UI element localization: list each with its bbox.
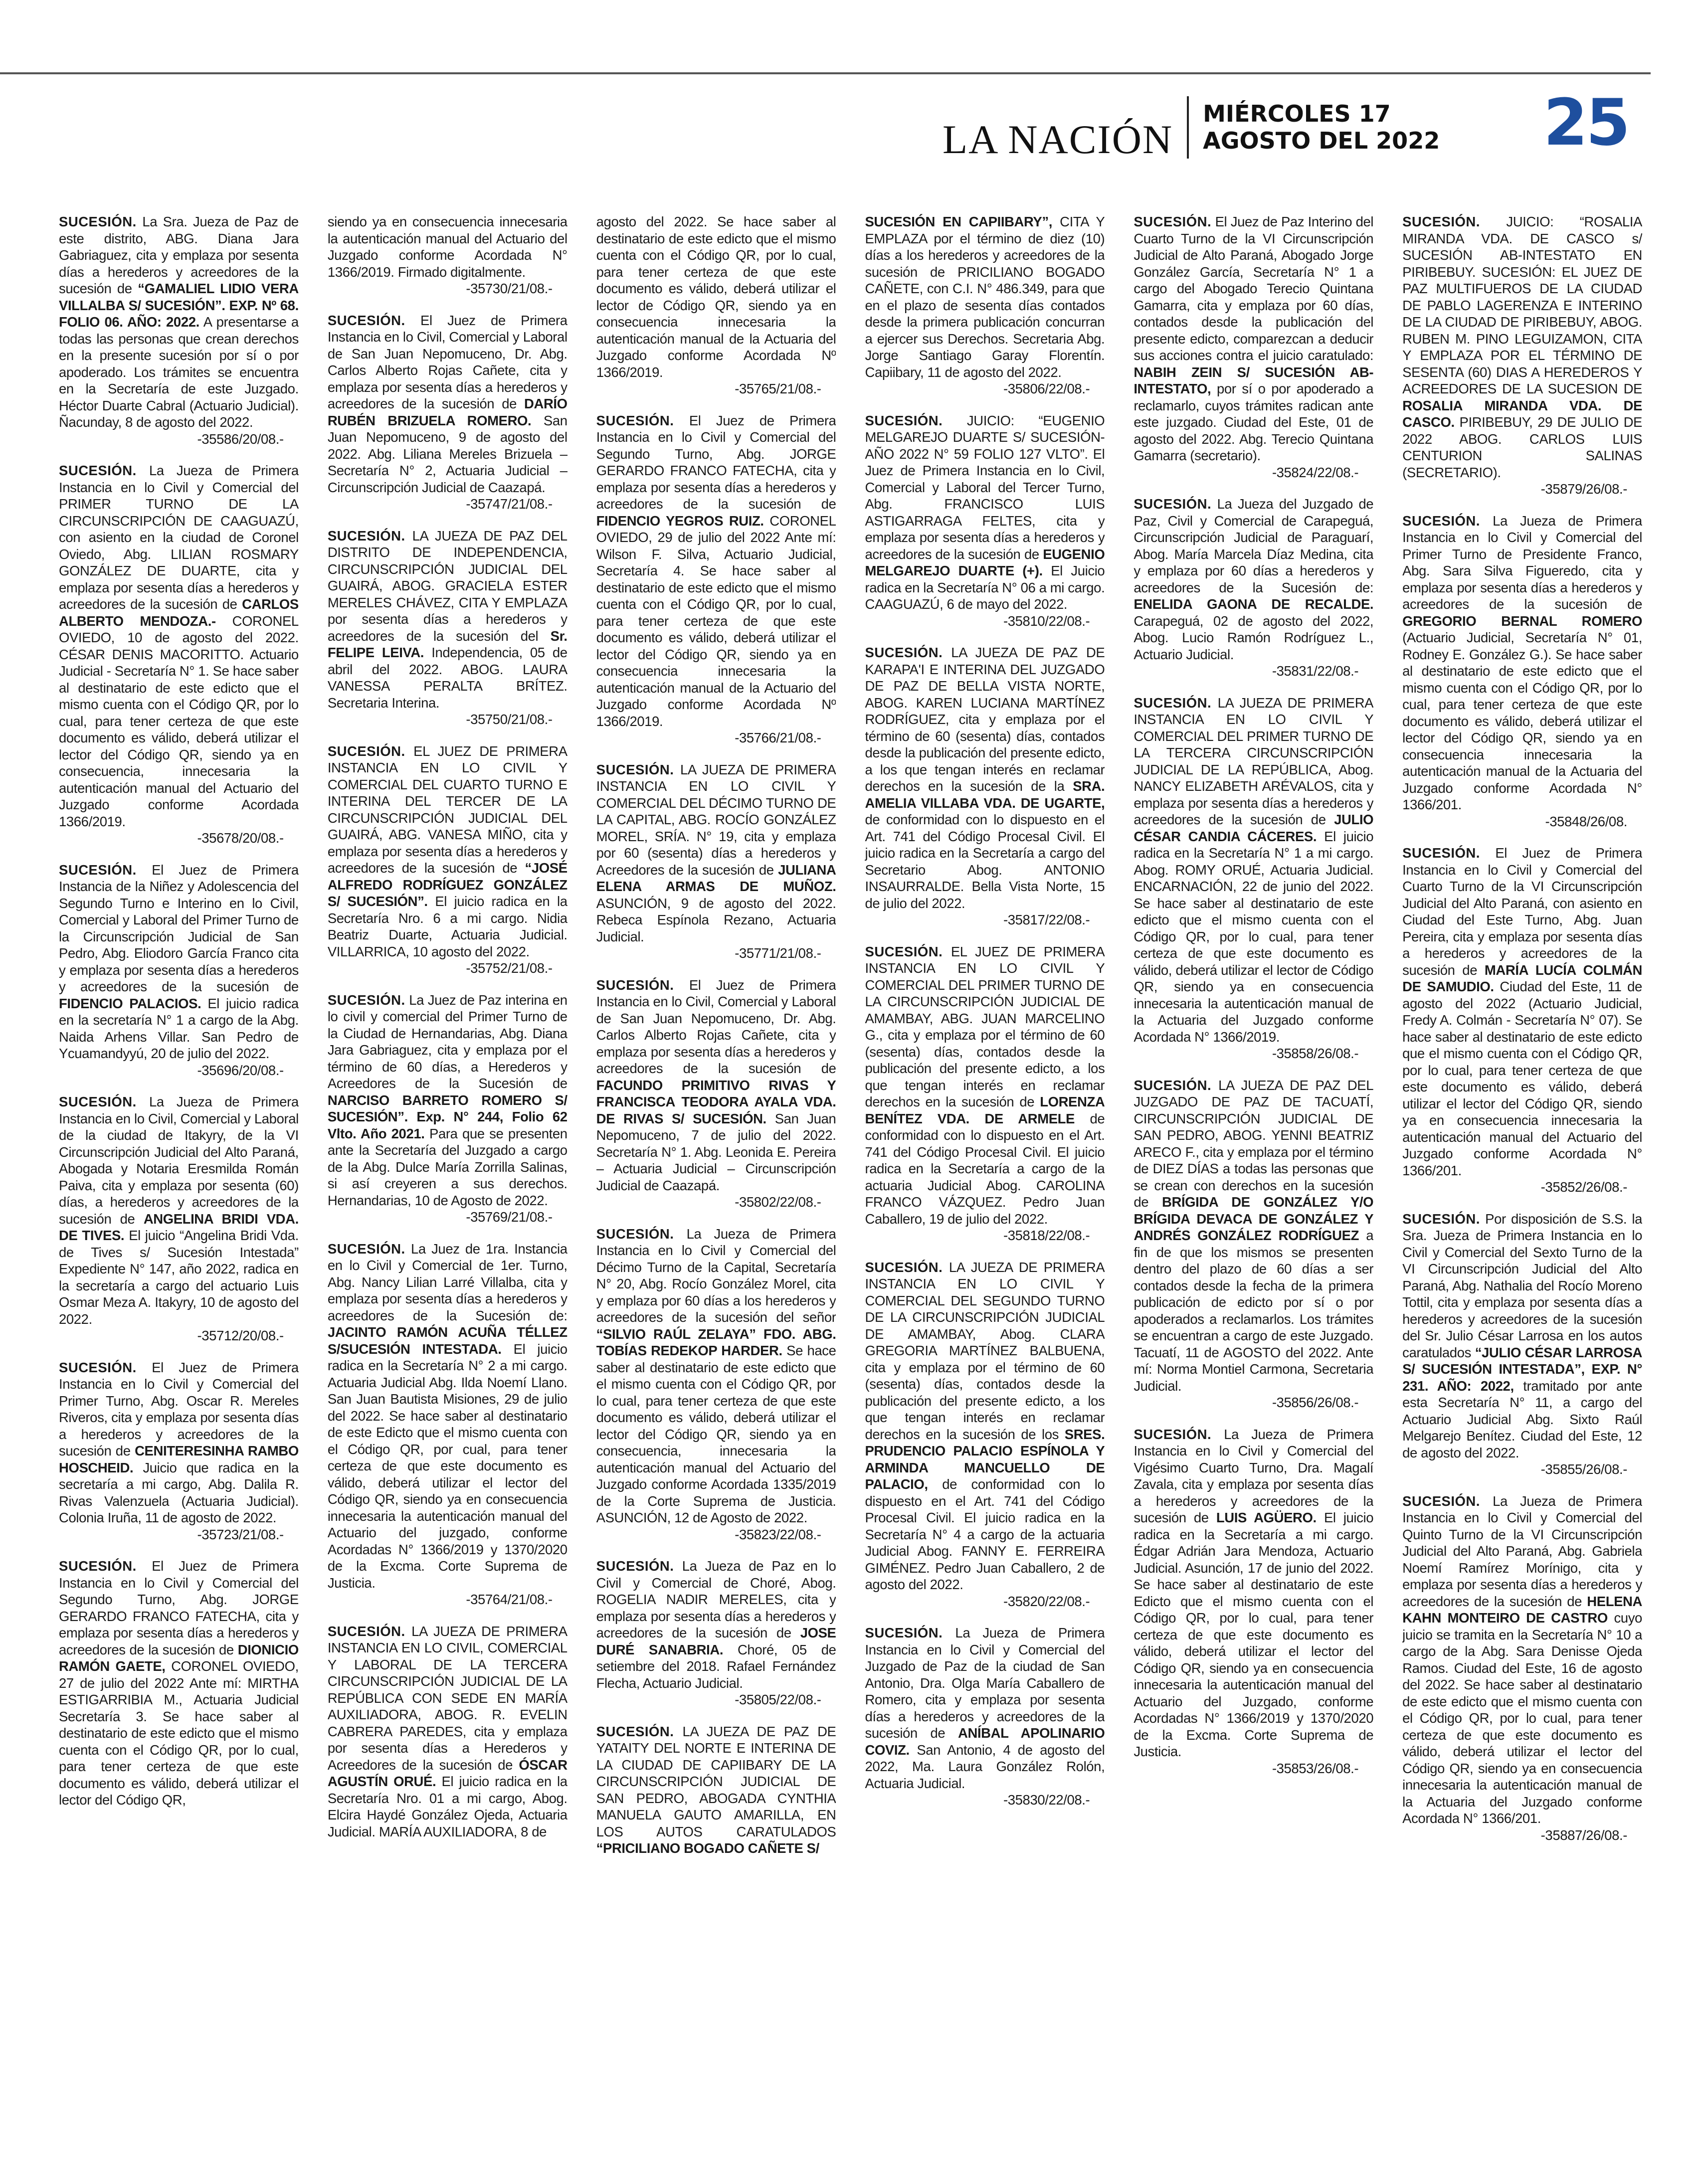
notice-column-4 bbox=[865, 213, 1105, 2163]
notice-text: San Antonio, 4 de agosto del 2022, Ma. Laura González Rolón, Actuaria Judicial. bbox=[865, 1742, 1105, 1791]
notice-label: SUCESIÓN. bbox=[865, 1259, 943, 1275]
legal-notice bbox=[1402, 1493, 1642, 1844]
newspaper-name: LA NACIÓN bbox=[943, 117, 1173, 162]
notice-text: A presentarse a todas las personas que crean derechos en la presente sucesión por sí o por apoderado. Los trámites se encuentra en la Secretaría de este Juzgado. Héctor Duarte Cabral (Actuario Judicial). Ñacunday, 8 de agosto del 2022. bbox=[59, 314, 299, 430]
notice-text: LA JUEZA DE PAZ DEL DISTRITO DE INDEPENDENCIA, CIRCUNSCRIPCIÓN JUDICIAL DEL GUAIRÁ, ABOG. GRACIELA ESTER MERELES CHÁVEZ, CITA Y EMPLAZA por sesenta días a herederos y acreedores de la sucesión del bbox=[327, 528, 568, 644]
notice-code: -35856/26/08.- bbox=[1272, 1395, 1359, 1410]
notice-label: SUCESIÓN. bbox=[1402, 1493, 1480, 1509]
deceased-name: “SILVIO RAÚL ZELAYA” FDO. ABG. TOBÍAS REDEKOP HARDER. bbox=[596, 1326, 836, 1358]
notice-code: -35810/22/08.- bbox=[1003, 613, 1090, 629]
notice-text: de conformidad con lo dispuesto en el Art. 741 del Código Procesal Civil. El juicio radica en la Secretaría a cargo del Secretario Abog. ANTONIO INSAURRALDE. Bella Vista Norte, 15 de julio del 2022. bbox=[865, 812, 1105, 911]
legal-notice bbox=[596, 1226, 836, 1543]
legal-notice bbox=[328, 213, 568, 297]
notice-code: -35823/22/08.- bbox=[735, 1526, 821, 1542]
notice-label: SUCESIÓN. bbox=[327, 992, 405, 1008]
notice-code: -35806/22/08.- bbox=[1003, 381, 1090, 396]
notice-code: -35853/26/08.- bbox=[1272, 1760, 1359, 1776]
notice-text: de conformidad con lo dispuesto en el Art. 741 del Código Procesal Civil. El juicio radica en la Secretaría N° 4 a cargo de la actuaria Judicial Abog. FANNY E. FERREIRA GIMÉNEZ. Pedro Juan Caballero, 2 de agosto del 2022. bbox=[865, 1476, 1105, 1592]
notice-text: LA JUEZA DE PAZ DE YATAITY DEL NORTE E INTERINA DE LA CIUDAD DE CAPIIBARY DE LA CIRCUNSCRIPCIÓN JUDICIAL DE SAN PEDRO, ABOGADA CYNTHIA MANUELA GAUTO AMARILLA, EN LOS AUTOS CARATULADOS bbox=[596, 1723, 836, 1839]
notice-code: -35769/21/08.- bbox=[466, 1209, 553, 1225]
notice-code: -35830/22/08.- bbox=[1003, 1792, 1090, 1808]
deceased-name: “JULIO CÉSAR LARROSA S/ SUCESIÓN INTESTADA”, EXP. N° 231. AÑO: 2022, bbox=[1402, 1344, 1642, 1394]
notice-code: -35848/26/08. bbox=[1545, 813, 1627, 829]
notice-text: La Jueza de Primera Instancia en lo Civil y Comercial del Décimo Turno de la Capital, Secretaría N° 20, Abg. Rocío González Morel, cita y emplaza por 60 días a los herederos y acreedores de la sucesión del señor bbox=[596, 1226, 836, 1325]
notice-label: SUCESIÓN. bbox=[1134, 496, 1212, 512]
issue-day: MIÉRCOLES 17 bbox=[1203, 100, 1391, 127]
legal-notice bbox=[865, 644, 1105, 928]
legal-notice bbox=[865, 1259, 1105, 1610]
notice-column-3 bbox=[596, 213, 836, 2163]
notice-label: SUCESIÓN. bbox=[865, 943, 943, 959]
notice-text: La Jueza de Primera Instancia en lo Civil y Comercial del PRIMER TURNO DE LA CIRCUNSCRIPCIÓN DE CAAGUAZÚ, con asiento en la ciudad de Coronel Oviedo, Abg. LILIAN ROSMARY GONZÁLEZ DE DUARTE, cita y emplaza por sesenta días a herederos y acreedores de la sucesión de bbox=[59, 463, 299, 612]
notice-text: Se hace saber al destinatario de este edicto que el mismo cuenta con el Código QR, por lo cual, para tener certeza de que este documento es válido, deberá utilizar el lector del Código QR, siendo ya en consecuencia, innecesaria la autenticación manual del Actuario del Juzgado conforme Acordada 1335/2019 de la Corte Suprema de Justicia. ASUNCIÓN, 12 de Agosto de 2022. bbox=[596, 1343, 836, 1525]
deceased-name: FIDENCIO YEGROS RUIZ. bbox=[596, 513, 764, 529]
notice-text: El Juicio radica en la Secretaría N° 06 a mi cargo. CAAGUAZÚ, 6 de mayo del 2022. bbox=[865, 563, 1105, 612]
notice-label: SUCESIÓN. bbox=[327, 743, 405, 759]
notice-label: SUCESIÓN. bbox=[59, 214, 137, 229]
legal-notice bbox=[1134, 1077, 1373, 1411]
notice-text: LA JUEZA DE PRIMERA INSTANCIA EN LO CIVIL Y COMERCIAL DEL DÉCIMO TURNO DE LA CAPITAL, ABG. ROCÍO GONZÁLEZ MOREL, SRÍA. N° 19, cita y emplaza por 60 (sesenta) días a herederos y Acreedores de la sucesión de bbox=[596, 761, 836, 878]
notice-code: -35750/21/08.- bbox=[466, 712, 553, 727]
notice-text: La Juez de 1ra. Instancia en lo Civil y Comercial de 1er. Turno, Abg. Nancy Lilian Larré Villalba, cita y emplaza por sesenta días a herederos y acreedores de la Sucesión de: bbox=[327, 1241, 568, 1323]
notice-text: (Actuario Judicial, Secretaría N° 01, Rodney E. González G.). Se hace saber al destinatario de este edicto que el mismo cuenta con el Código QR, por lo cual, para tener certeza de que este documento es válido, deberá utilizar el lector del Código QR, siendo ya en consecuencia innecesaria la autenticación manual de la Actuaria del Juzgado conforme Acordada N° 1366/201. bbox=[1402, 630, 1642, 812]
notice-column-5 bbox=[1134, 213, 1373, 2163]
notice-text: LA JUEZA DE PRIMERA INSTANCIA EN LO CIVIL Y COMERCIAL DEL PRIMER TURNO DE LA TERCERA CIRCUNSCRIPCIÓN JUDICIAL DE LA REPÚBLICA, Abog. NANCY ELIZABETH ARÉVALOS, cita y emplaza por sesenta días a herederos y acreedores de la sucesión de bbox=[1134, 695, 1374, 827]
notice-label: SUCESIÓN. bbox=[1402, 214, 1480, 229]
notice-code: -35696/20/08.- bbox=[197, 1062, 284, 1078]
deceased-name: ENELIDA GAONA DE RECALDE. bbox=[1134, 596, 1374, 612]
deceased-name: DARÍO RUBÉN BRIZUELA ROMERO. bbox=[327, 396, 568, 428]
notice-code: -35723/21/08.- bbox=[197, 1526, 284, 1542]
notice-label: SUCESIÓN. bbox=[596, 1723, 674, 1739]
notice-code: -35586/20/08.- bbox=[197, 431, 284, 447]
notice-text: El Juez de Primera Instancia en lo Civil y Comercial del Segundo Turno, Abg. JORGE GERARDO FRANCO FATECHA, cita y emplaza por sesenta días a herederos y acreedores de la sucesión de bbox=[59, 1558, 299, 1657]
notice-text: La Juez de Paz interina en lo civil y comercial del Primer Turno de la Ciudad de Hernandarias, Abg. Diana Jara Gabriaguez, cita y emplaza por el término de 60 días, a Herederos y Acreedores de la Sucesión de bbox=[327, 992, 568, 1091]
legal-notice bbox=[1402, 1211, 1642, 1478]
notice-code: -35766/21/08.- bbox=[735, 730, 821, 745]
notice-code: -35887/26/08.- bbox=[1540, 1827, 1627, 1843]
notice-text: CORONEL OVIEDO, 27 de julio del 2022 Ante mí: MIRTHA ESTIGARRIBIA M., Actuaria Judicial Secretaría 3. Se hace saber al destinatario de este edicto que el mismo cuenta con el Código QR, por lo cual, para tener certeza de que este documento es válido, deberá utilizar el lector del Código QR, bbox=[59, 1658, 299, 1808]
notice-code: -35802/22/08.- bbox=[735, 1194, 821, 1210]
legal-notice bbox=[596, 213, 836, 397]
notice-text: El Juez de Primera Instancia en lo Civil, Comercial y Laboral de San Juan Nepomuceno, Dr. Abg. Carlos Alberto Rojas Cañete, cita y emplaza por sesenta días a herederos y acreedores de la sucesión de bbox=[327, 312, 568, 411]
notice-text: San Juan Nepomuceno, 7 de julio del 2022. Secretaría N° 1. Abg. Leonida E. Pereira – Actuaria Judicial – Circunscripción Judicial de Caazapá. bbox=[596, 1110, 836, 1193]
notice-code: -35879/26/08.- bbox=[1540, 481, 1627, 497]
notice-code: -35712/20/08.- bbox=[197, 1328, 284, 1343]
deceased-name: JOSE DURÉ SANABRIA. bbox=[596, 1625, 836, 1657]
notice-label: SUCESIÓN. bbox=[1402, 1211, 1480, 1227]
notice-code: -35730/21/08.- bbox=[466, 281, 553, 296]
legal-notice bbox=[328, 1623, 568, 1840]
deceased-name: ROSALIA MIRANDA VDA. DE CASCO. bbox=[1402, 397, 1642, 430]
legal-notice bbox=[328, 992, 568, 1226]
notice-text: ASUNCIÓN, 9 de agosto del 2022. Rebeca Espínola Rezano, Actuaria Judicial. bbox=[596, 895, 836, 944]
notice-text: Ciudad del Este, 11 de agosto del 2022 (Actuario Judicial, Fredy A. Colmán - Secretaría N° 07). Se hace saber al destinatario de este edicto que el mismo cuenta con el Código QR, por lo cual, para tener certeza de que este documento es válido, deberá utilizar el lector del Código QR, siendo ya en consecuencia innecesaria la autenticación manual del Actuario del Juzgado conforme Acordada N° 1366/201. bbox=[1402, 979, 1642, 1178]
legal-notice bbox=[596, 1558, 836, 1708]
legal-notice bbox=[596, 412, 836, 746]
deceased-name: NABIH ZEIN S/ SUCESIÓN AB-INTESTATO, bbox=[1134, 364, 1374, 396]
notice-text: CITA Y EMPLAZA por el término de diez (10) días a los herederos y acreedores de la sucesión de PRICILIANO BOGADO CAÑETE, con C.I. N° 486.349, para que en el plazo de sesenta días contados desde la primera publicación concurran a ejercer sus Derechos. Secretaria Abg. Jorge Santiago Garay Florentín. Capiibary, 11 de agosto del 2022. bbox=[865, 214, 1105, 380]
deceased-name: “PRICILIANO BOGADO CAÑETE S/ bbox=[596, 1840, 819, 1856]
notice-label: SUCESIÓN. bbox=[327, 1241, 405, 1257]
notice-text: La Jueza del Juzgado de Paz, Civil y Comercial de Carapeguá, Circunscripción Judicial de Paraguarí, Abog. María Marcela Díaz Medina, cita y emplaza por 60 días a herederos y acreedores de la Sucesión de: bbox=[1134, 496, 1374, 595]
notice-text: El juicio radica en la Secretaría N° 2 a mi cargo. Actuaria Judicial Abg. Ilda Noemí Llano. San Juan Bautista Misiones, 29 de julio del 2022. Se hace saber al destinatario de este Edicto que el mismo cuenta con el Código QR, por cual, para tener certeza de que este documento es válido, deberá utilizar el lector del Código QR, siendo ya en consecuencia innecesaria la autenticación manual del Actuario del juzgado, conforme Acordadas N° 1366/2019 y 1370/2020 de la Excma. Corte Suprema de Justicia. bbox=[327, 1341, 568, 1591]
notice-text: JUICIO: “EUGENIO MELGAREJO DUARTE S/ SUCESIÓN-AÑO 2022 N° 59 FOLIO 127 VLTO”. El Juez de Primera Instancia en lo Civil, Comercial y Laboral del Tercer Turno, Abg. FRANCISCO LUIS ASTIGARRAGA FELTES, cita y emplaza por sesenta días a herederos y acreedores de la sucesión de bbox=[865, 412, 1105, 562]
notice-label: SUCESIÓN. bbox=[1134, 214, 1212, 229]
notice-text: La Jueza de Primera Instancia en lo Civil y Comercial del Juzgado de Paz de la ciudad de San Antonio, Dra. Olga María Caballero de Romero, cita y emplaza por sesenta días a herederos y acreedores de la sucesión de bbox=[865, 1625, 1105, 1741]
deceased-name: CENITERESINHA RAMBO HOSCHEID. bbox=[59, 1443, 299, 1475]
deceased-name: SUCESIÓN EN CAPIIBARY”, bbox=[865, 214, 1052, 229]
deceased-name: ÓSCAR AGUSTÍN ORUÉ. bbox=[327, 1757, 568, 1789]
legal-notice bbox=[328, 1241, 568, 1608]
legal-notice bbox=[328, 743, 568, 977]
notice-column-2 bbox=[328, 213, 568, 2163]
issue-month-year: AGOSTO DEL 2022 bbox=[1203, 127, 1440, 154]
deceased-name: BRÍGIDA DE GONZÁLEZ Y/O BRÍGIDA DEVACA DE GONZÁLEZ Y ANDRÉS GONZÁLEZ RODRÍGUEZ bbox=[1134, 1194, 1374, 1243]
deceased-name: NARCISO BARRETO ROMERO S/ SUCESIÓN”. Exp. N° 244, Folio 62 Vlto. Año 2021. bbox=[327, 1092, 568, 1141]
notice-text: Por disposición de S.S. la Sra. Jueza de Primera Instancia en lo Civil y Comercial del Sexto Turno de la VI Circunscripción Judicial del Alto Paraná, Abg. Nathalia del Rocío Moreno Tottil, cita y emplaza por sesenta días a herederos y acreedores de la sucesión del Sr. Julio César Larrosa en los autos caratulados bbox=[1402, 1211, 1642, 1360]
notice-text: El Juez de Primera Instancia en lo Civil, Comercial y Laboral de San Juan Nepomuceno, Dr. Abg. Carlos Alberto Rojas Cañete, cita y emplaza por sesenta días a herederos y acreedores de la sucesión de bbox=[596, 977, 836, 1076]
notice-code: -35831/22/08.- bbox=[1272, 663, 1359, 679]
notice-text: El juicio radica en la secretaría N° 1 a cargo de la Abg. Naida Arhens Villar. San Pedro de Ycuamandyyú, 20 de julio del 2022. bbox=[59, 995, 299, 1061]
notice-label: SUCESIÓN. bbox=[327, 312, 405, 328]
notice-label: SUCESIÓN. bbox=[59, 463, 137, 478]
masthead bbox=[943, 95, 1440, 160]
notice-label: SUCESIÓN. bbox=[1134, 695, 1212, 711]
legal-notice bbox=[59, 462, 299, 847]
notice-code: -35747/21/08.- bbox=[466, 496, 553, 512]
deceased-name: LUIS AGÜERO. bbox=[1216, 1510, 1317, 1525]
deceased-name: CARLOS ALBERTO MENDOZA.- bbox=[59, 596, 299, 629]
notice-code: -35805/22/08.- bbox=[735, 1692, 821, 1707]
legal-notice bbox=[596, 1723, 836, 1857]
notice-text: Independencia, 05 de abril del 2022. ABOG. LAURA VANESSA PERALTA BRÍTEZ. Secretaria Interina. bbox=[327, 645, 568, 711]
notice-label: SUCESIÓN. bbox=[596, 412, 674, 428]
notice-code: -35765/21/08.- bbox=[735, 381, 821, 396]
notice-text: El Juez de Primera Instancia en lo Civil y Comercial del Cuarto Turno de la VI Circunscripción Judicial del Alto Paraná, con asiento en Ciudad del Este Turno, Abg. Juan Pereira, cita y emplaza por sesenta días a herederos y acreedores de la sucesión de bbox=[1402, 845, 1642, 978]
deceased-name: FIDENCIO PALACIOS. bbox=[59, 995, 201, 1011]
legal-notice bbox=[1402, 513, 1642, 830]
notice-label: SUCESIÓN. bbox=[596, 1226, 674, 1242]
notice-column-6 bbox=[1402, 213, 1642, 2163]
deceased-name: ANÍBAL APOLINARIO COVIZ. bbox=[865, 1725, 1105, 1758]
notice-text: tramitado por ante esta Secretaría N° 11, a cargo del Actuario Judicial Abg. Sixto Raúl Melgarejo Benítez. Ciudad del Este, 12 de agosto del 2022. bbox=[1402, 1378, 1642, 1460]
legal-notice bbox=[1134, 1426, 1373, 1777]
notice-text: Juicio que radica en la secretaría a mi cargo, Abg. Dalila R. Rivas Valenzuela (Actuaria Judicial). Colonia Iruña, 11 de agosto de 2022. bbox=[59, 1459, 299, 1525]
legal-notice bbox=[1402, 845, 1642, 1196]
notice-text: La Jueza de Primera Instancia en lo Civil y Comercial del Quinto Turno de la VI Circunscripción Judicial del Alto Paraná, Abg. Gabriela Noemí Ramírez Morínigo, cita y emplaza por sesenta días a herederos y acreedores de la sucesión de bbox=[1402, 1493, 1642, 1609]
legal-notice bbox=[328, 528, 568, 728]
notice-text: CORONEL OVIEDO, 10 de agosto del 2022. CÉSAR DENIS MACORITTO. Actuario Judicial - Secretaría N° 1. Se hace saber al destinatario de este edicto que el mismo cuenta con el Código QR, por lo cual, para tener certeza de que este documento es válido, deberá utilizar el lector del Código QR, siendo ya en consecuencia, innecesaria la autenticación manual del Actuario del Juzgado conforme Acordada 1366/2019. bbox=[59, 613, 299, 829]
notice-text: La Jueza de Paz en lo Civil y Comercial de Choré, Abog. ROGELIA NADIR MERELES, cita y emplaza por sesenta días a herederos y acreedores de la sucesión de bbox=[596, 1558, 836, 1640]
notice-text: a fin de que los mismos se presenten dentro del plazo de 60 días a ser contados desde la fecha de la primera publicación de edicto por sí o por apoderados a reclamarlos. Los trámites se encuentran a cargo de este Juzgado. Tacuatí, 11 de AGOSTO del 2022. Ante mí: Norma Montiel Carmona, Secretaria Judicial. bbox=[1134, 1228, 1374, 1394]
deceased-name: JULIO CÉSAR CANDIA CÁCERES. bbox=[1134, 812, 1374, 844]
notice-text: agosto del 2022. Se hace saber al destinatario de este edicto que el mismo cuenta con el Código QR, por lo cual, para tener certeza de que este documento es válido, deberá utilizar el lector de Código QR, siendo ya en consecuencia innecesaria la autenticación manual de la Actuaria del Juzgado conforme Acordada Nº 1366/2019. bbox=[596, 214, 836, 380]
notice-label: SUCESIÓN. bbox=[1402, 845, 1480, 861]
notice-label: SUCESIÓN. bbox=[59, 1359, 137, 1375]
legal-notice bbox=[596, 977, 836, 1211]
deceased-name: HELENA KAHN MONTEIRO DE CASTRO bbox=[1402, 1593, 1642, 1626]
masthead-divider bbox=[1187, 96, 1189, 159]
notice-code: -35820/22/08.- bbox=[1003, 1593, 1090, 1609]
notice-text: La Sra. Jueza de Paz de este distrito, ABG. Diana Jara Gabriaguez, cita y emplaza por sesenta días a herederos y acreedores de la sucesión de bbox=[59, 214, 299, 296]
notice-code: -35858/26/08.- bbox=[1272, 1046, 1359, 1061]
legal-notice bbox=[328, 312, 568, 513]
notice-label: SUCESIÓN. bbox=[865, 412, 943, 428]
notice-text: por sí o por apoderado a reclamarlo, cuyos trámites radican ante este juzgado. Ciudad del Este, 01 de agosto del 2022. Abg. Terecio Quintana Gamarra (secretario). bbox=[1134, 381, 1374, 463]
deceased-name: FACUNDO PRIMITIVO RIVAS Y FRANCISCA TEODORA AYALA VDA. DE RIVAS S/ SUCESIÓN. bbox=[596, 1077, 836, 1126]
top-rule bbox=[0, 72, 1651, 74]
legal-notice bbox=[59, 1359, 299, 1543]
classifieds-columns bbox=[59, 213, 1642, 2163]
deceased-name: Sr. FELIPE LEIVA. bbox=[327, 628, 568, 660]
notice-label: SUCESIÓN. bbox=[865, 1625, 943, 1640]
legal-notice bbox=[59, 862, 299, 1079]
deceased-name: JACINTO RAMÓN ACUÑA TÉLLEZ S/SUCESIÓN INTESTADA. bbox=[327, 1324, 568, 1357]
notice-text: La Jueza de Primera Instancia en lo Civil y Comercial del Primer Turno de Presidente Franco, Abg. Sara Silva Figueredo, cita y emplaza por sesenta días a herederos y acreedores de la sucesión de bbox=[1402, 513, 1642, 612]
notice-code: -35818/22/08.- bbox=[1003, 1228, 1090, 1243]
legal-notice bbox=[865, 943, 1105, 1244]
notice-text: La Jueza de Primera Instancia en lo Civil y Comercial del Vigésimo Cuarto Turno, Dra. Magalí Zavala, cita y emplaza por sesenta días a herederos y acreedores de la sucesión de bbox=[1134, 1426, 1374, 1525]
page-number: 25 bbox=[1543, 86, 1629, 160]
notice-code: -35855/26/08.- bbox=[1540, 1461, 1627, 1477]
notice-text: El Juez de Primera Instancia en lo Civil y Comercial del Primer Turno, Abg. Oscar R. Mereles Riveros, cita y emplaza por sesenta días a herederos y acreedores de la sucesión de bbox=[59, 1359, 299, 1458]
notice-text: Para que se presenten ante la Secretaría del Juzgado a cargo de la Abg. Dulce María Zorrilla Salinas, si así creyeren a sus derechos. Hernandarias, 10 de Agosto de 2022. bbox=[327, 1125, 568, 1208]
notice-label: SUCESIÓN. bbox=[327, 1623, 405, 1639]
notice-code: -35771/21/08.- bbox=[735, 945, 821, 961]
notice-code: -35824/22/08.- bbox=[1272, 464, 1359, 480]
deceased-name: MARÍA LUCÍA COLMÁN DE SAMUDIO. bbox=[1402, 962, 1642, 994]
notice-text: LA JUEZA DE PRIMERA INSTANCIA EN LO CIVIL, COMERCIAL Y LABORAL DE LA TERCERA CIRCUNSCRIPCIÓN JUDICIAL DE LA REPÚBLICA CON SEDE EN MARÍA AUXILIADORA, ABOG. R. EVELIN CABRERA PAREDES, cita y emplaza por sesenta días a Herederos y Acreedores de la sucesión de bbox=[327, 1623, 568, 1773]
notice-code: -35817/22/08.- bbox=[1003, 912, 1090, 927]
legal-notice bbox=[1134, 213, 1373, 481]
notice-label: SUCESIÓN. bbox=[59, 862, 137, 878]
notice-text: LA JUEZA DE PAZ DEL JUZGADO DE PAZ DE TACUATÍ, CIRCUNSCRIPCIÓN JUDICIAL DE SAN PEDRO, ABOG. YENNI BEATRIZ ARECO F., cita y emplaza por el término de DIEZ DÍAS a todas las personas que se crean con derechos en la sucesión de bbox=[1134, 1077, 1374, 1210]
notice-text: El juicio radica en la Secretaría Nro. 6 a mi cargo. Nidia Beatriz Duarte, Actuaria Judicial. VILLARRICA, 10 agosto del 2022. bbox=[327, 894, 568, 959]
notice-text: LA JUEZA DE PRIMERA INSTANCIA EN LO CIVIL Y COMERCIAL DEL SEGUNDO TURNO DE LA CIRCUNSCRIPCIÓN JUDICIAL DE AMAMBAY, Abog. CLARA GREGORIA MARTÍNEZ BALBUENA, cita y emplaza por el término de 60 (sesenta) días, contados desde la publicación del presente edicto, a los que tengan interés en reclamar derechos en la sucesión de los bbox=[865, 1259, 1105, 1442]
notice-text: El Juez de Primera Instancia en lo Civil y Comercial del Segundo Turno, Abg. JORGE GERARDO FRANCO FATECHA, cita y emplaza por sesenta días a herederos y acreedores de la sucesión de bbox=[596, 412, 836, 512]
notice-text: LA JUEZA DE PAZ DE KARAPA'I E INTERINA DEL JUZGADO DE PAZ DE BELLA VISTA NORTE, ABOG. KAREN LUCIANA MARTÍNEZ RODRÍGUEZ, cita y emplaza por el término de 60 (sesenta) días, contados desde la publicación del presente edicto, a los que tengan interés en reclamar derechos en la sucesión de la bbox=[865, 645, 1105, 794]
deceased-name: LORENZA BENÍTEZ VDA. DE ARMELE bbox=[865, 1094, 1105, 1126]
notice-label: SUCESIÓN. bbox=[59, 1558, 137, 1574]
deceased-name: SRES. PRUDENCIO PALACIO ESPÍNOLA Y ARMINDA MANCUELLO DE PALACIO, bbox=[865, 1426, 1105, 1492]
notice-text: San Juan Nepomuceno, 9 de agosto del 2022. Abg. Liliana Mereles Brizuela – Secretaría N° 2, Actuaria Judicial – Circunscripción Judicial de Caazapá. bbox=[327, 412, 568, 495]
notice-text: La Jueza de Primera Instancia en lo Civil, Comercial y Laboral de la ciudad de Itakyry, de la VI Circunscripción Judicial del Alto Paraná, Abogada y Notaria Eresmilda Román Paiva, cita y emplaza por sesenta (60) días, a herederos y acreedores de la sucesión de bbox=[59, 1094, 299, 1227]
notice-text: cuyo juicio se tramita en la Secretaría N° 10 a cargo de la Abg. Sara Denisse Ojeda Ramos. Ciudad del Este, 16 de agosto del 2022. Se hace saber al destinatario de este edicto que el mismo cuenta con el Código QR, por lo cual, para tener certeza de que este documento es válido, deberá utilizar el lector del Código QR, siendo ya en consecuencia innecesaria la autenticación manual de la Actuaria del Juzgado conforme Acordada N° 1366/201. bbox=[1402, 1610, 1642, 1826]
notice-text: de conformidad con lo dispuesto en el Art. 741 del Código Procesal Civil. El juicio radica en la Secretaría a cargo de la actuaria Judicial Abog. CAROLINA FRANCO VÁZQUEZ. Pedro Juan Caballero, 19 de julio del 2022. bbox=[865, 1110, 1105, 1227]
notice-code: -35852/26/08.- bbox=[1540, 1179, 1627, 1195]
notice-code: -35678/20/08.- bbox=[197, 830, 284, 846]
notice-text: El juicio radica en la Secretaría a mi cargo. Édgar Adrián Jara Mendoza, Actuario Judicial. Asunción, 17 de junio del 2022. Se hace saber al destinatario de este Edicto que el mismo cuenta con el Código QR, por lo cual, para tener certeza de que este documento es válido, deberá utilizar el lector del Código QR, siendo ya en consecuencia innecesaria la autenticación manual del Actuario del Juzgado, conforme Acordadas N° 1366/2019 y 1370/2020 de la Excma. Corte Suprema de Justicia. bbox=[1134, 1510, 1374, 1759]
notice-label: SUCESIÓN. bbox=[596, 761, 674, 777]
notice-text: El Juez de Primera Instancia de la Niñez y Adolescencia del Segundo Turno e Interino en lo Civil, Comercial y Laboral del Primer Turno de la Circunscripción Judicial de San Pedro, Abg. Eliodoro García Franco cita y emplaza por sesenta días a herederos y acreedores de la sucesión de bbox=[59, 862, 299, 994]
notice-text: El juicio radica en la Secretaría N° 1 a mi cargo. Abog. ROMY ORUÉ, Actuaria Judicial. ENCARNACIÓN, 22 de junio del 2022. Se hace saber al destinatario de este edicto que el mismo cuenta con el Código QR, por lo cual, para tener certeza de que este documento es válido, deberá utilizar el lector de Código QR, siendo ya en consecuencia innecesaria la autenticación manual de la Actuaria del Juzgado conforme Acordada N° 1366/2019. bbox=[1134, 828, 1374, 1045]
legal-notice bbox=[59, 1558, 299, 1809]
notice-text: PIRIBEBUY, 29 DE JULIO DE 2022 ABOG. CARLOS LUIS CENTURION SALINAS (SECRETARIO). bbox=[1402, 414, 1642, 480]
notice-text: Choré, 05 de setiembre del 2018. Rafael Fernández Flecha, Actuario Judicial. bbox=[596, 1641, 836, 1691]
notice-label: SUCESIÓN. bbox=[865, 645, 943, 660]
notice-label: SUCESIÓN. bbox=[1134, 1426, 1212, 1442]
notice-text: siendo ya en consecuencia innecesaria la autenticación manual del Actuario del Juzgado conforme Acordada N° 1366/2019. Firmado digitalmente. bbox=[327, 214, 568, 280]
notice-code: -35752/21/08.- bbox=[466, 960, 553, 976]
deceased-name: EUGENIO MELGAREJO DUARTE (+). bbox=[865, 546, 1105, 578]
notice-text: JUICIO: “ROSALIA MIRANDA VDA. DE CASCO s/ SUCESIÓN AB-INTESTATO EN PIRIBEBUY. SUCESIÓN: EL JUEZ DE PAZ MULTIFUEROS DE LA CIUDAD DE PABLO LAGERENZA E INTERINO DE LA CIUDAD DE PIRIBEBUY, ABOG. RUBEN M. PINO LEGUIZAMON, CITA Y EMPLAZA POR EL TÉRMINO DE SESENTA (60) DIAS A HEREDEROS Y ACREEDORES DE LA SUCESION DE bbox=[1402, 214, 1642, 396]
deceased-name: JULIANA ELENA ARMAS DE MUÑOZ. bbox=[596, 862, 836, 894]
notice-label: SUCESIÓN. bbox=[596, 1558, 674, 1574]
notice-text: EL JUEZ DE PRIMERA INSTANCIA EN LO CIVIL Y COMERCIAL DEL PRIMER TURNO DE LA CIRCUNSCRIPCIÓN JUDICIAL DE AMAMBAY, ABG. JUAN MARCELINO G., cita y emplaza por el término de 60 (sesenta) días, contados desde la publicación del presente edicto, a los que tengan interés en reclamar derechos en la sucesión de bbox=[865, 943, 1105, 1109]
legal-notice bbox=[59, 213, 299, 447]
notice-code: -35764/21/08.- bbox=[466, 1592, 553, 1607]
notice-label: SUCESIÓN. bbox=[1134, 1077, 1212, 1093]
deceased-name: DIONICIO RAMÓN GAETE, bbox=[59, 1641, 299, 1674]
legal-notice bbox=[1402, 213, 1642, 498]
notice-text: El juicio radica en la Secretaría Nro. 01 a mi cargo, Abog. Elcira Haydé González Ojeda, Actuaria Judicial. MARÍA AUXILIADORA, 8 de bbox=[327, 1774, 568, 1839]
notice-text: El juicio “Angelina Bridi Vda. de Tives s/ Sucesión Intestada” Expediente N° 147, año 2022, radica en la secretaría a cargo del actuario Luis Osmar Meza A. Itakyry, 10 de agosto del 2022. bbox=[59, 1228, 299, 1327]
deceased-name: “GAMALIEL LIDIO VERA VILLALBA S/ SUCESIÓN”. EXP. Nº 68. FOLIO 06. AÑO: 2022. bbox=[59, 281, 299, 330]
legal-notice bbox=[59, 1093, 299, 1344]
notice-text: EL JUEZ DE PRIMERA INSTANCIA EN LO CIVIL Y COMERCIAL DEL CUARTO TURNO E INTERINA DEL TERCER DE LA CIRCUNSCRIPCIÓN JUDICIAL DEL GUAIRÁ, ABG. VANESA MIÑO, cita y emplaza por sesenta días a herederos y acreedores de la sucesión de bbox=[327, 743, 568, 876]
notice-label: SUCESIÓN. bbox=[59, 1094, 137, 1109]
notice-label: SUCESIÓN. bbox=[327, 528, 405, 544]
deceased-name: SRA. AMELIA VILLABA VDA. DE UGARTE, bbox=[865, 778, 1105, 811]
deceased-name: ANGELINA BRIDI VDA. DE TIVES. bbox=[59, 1211, 299, 1243]
legal-notice bbox=[596, 761, 836, 962]
legal-notice bbox=[865, 1625, 1105, 1809]
notice-text: El Juez de Paz Interino del Cuarto Turno de la VI Circunscripción Judicial de Alto Paraná, Abogado Jorge González García, Secretaría N° 1 a cargo del Abogado Terecio Quintana Gamarra, cita y emplaza por 60 días, contados desde la publicación del presente edicto, comparezcan a deducir sus acciones contra el juicio caratulado: bbox=[1134, 214, 1374, 363]
legal-notice bbox=[865, 412, 1105, 630]
notice-text: Carapeguá, 02 de agosto del 2022, Abog. Lucio Ramón Rodríguez L., Actuario Judicial. bbox=[1134, 613, 1374, 662]
legal-notice bbox=[1134, 496, 1373, 680]
notice-column-1 bbox=[59, 213, 299, 2163]
legal-notice bbox=[1134, 695, 1373, 1062]
notice-label: SUCESIÓN. bbox=[596, 977, 674, 993]
issue-date bbox=[1203, 100, 1440, 154]
deceased-name: GREGORIO BERNAL ROMERO bbox=[1402, 613, 1642, 629]
legal-notice bbox=[865, 213, 1105, 397]
notice-text: CORONEL OVIEDO, 29 de julio del 2022 Ante mí: Wilson F. Silva, Actuario Judicial, Secretaría 4. Se hace saber al destinatario de este edicto que el mismo cuenta con el Código QR, por lo cual, para tener certeza de que este documento es válido, deberá utilizar el lector del Código QR, siendo ya en consecuencia innecesaria la autenticación manual de la Actuario del Juzgado conforme Acordada Nº 1366/2019. bbox=[596, 513, 836, 729]
deceased-name: “JOSÉ ALFREDO RODRÍGUEZ GONZÁLEZ S/ SUCESIÓN”. bbox=[327, 860, 568, 909]
notice-label: SUCESIÓN. bbox=[1402, 513, 1480, 529]
